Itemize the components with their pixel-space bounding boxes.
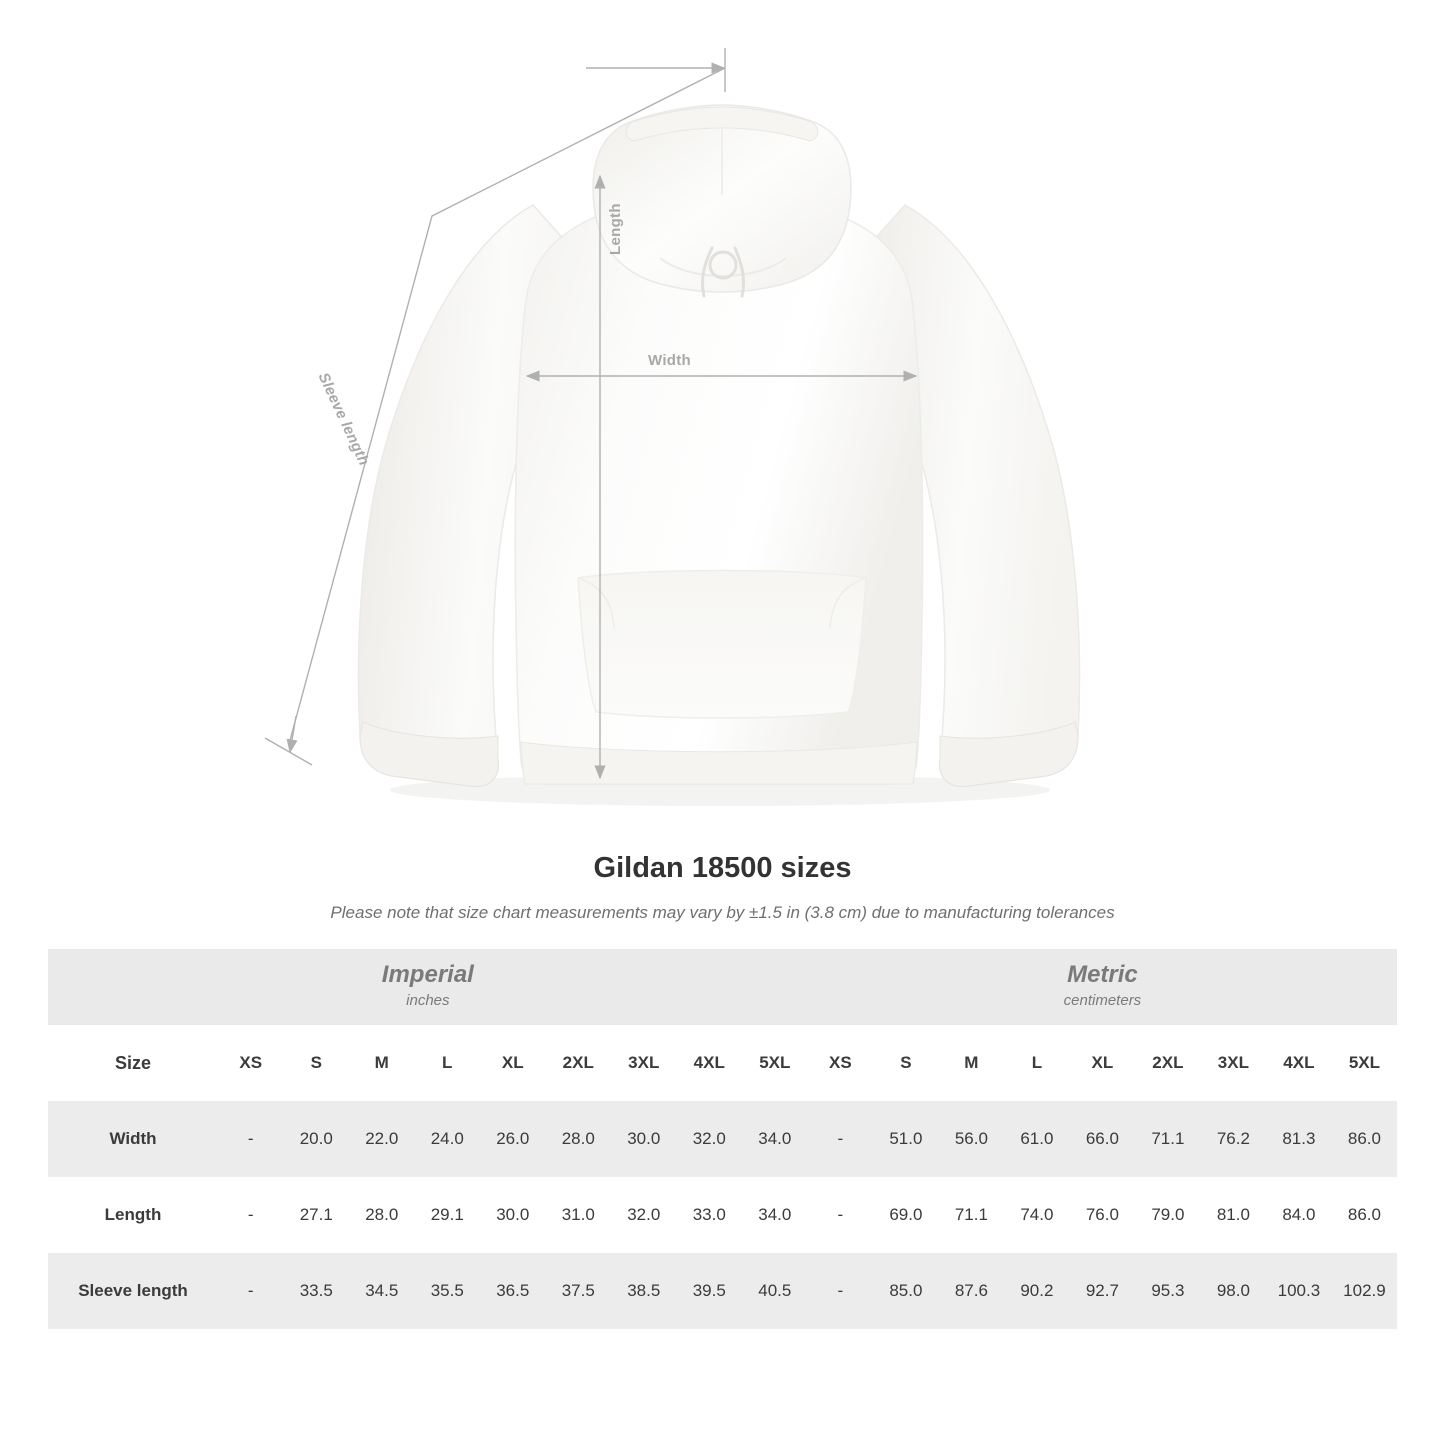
cell-width-metric-3xl: 76.2 (1201, 1101, 1267, 1177)
title-block (0, 852, 1445, 923)
cell-length-metric-s: 69.0 (873, 1177, 939, 1253)
unit-group-metric-name: Metric (1067, 961, 1138, 989)
cell-length-imperial-s: 27.1 (284, 1177, 350, 1253)
unit-group-metric (808, 949, 1398, 1025)
cell-length-imperial-4xl: 33.0 (677, 1177, 743, 1253)
size-col-metric-s: S (873, 1025, 939, 1101)
size-col-imperial-xl: XL (480, 1025, 546, 1101)
cell-length-imperial-3xl: 32.0 (611, 1177, 677, 1253)
cell-length-imperial-l: 29.1 (415, 1177, 481, 1253)
cell-sleeve-imperial-m: 34.5 (349, 1253, 415, 1329)
size-col-metric-3xl: 3XL (1201, 1025, 1267, 1101)
cell-sleeve-metric-3xl: 98.0 (1201, 1253, 1267, 1329)
cell-width-imperial-2xl: 28.0 (546, 1101, 612, 1177)
cell-width-metric-5xl: 86.0 (1332, 1101, 1398, 1177)
size-col-metric-xl: XL (1070, 1025, 1136, 1101)
size-table (48, 949, 1397, 1329)
cell-sleeve-imperial-4xl: 39.5 (677, 1253, 743, 1329)
tolerance-note: Please note that size chart measurements may vary by ±1.5 in (3.8 cm) due to manufacturing tolerances (330, 903, 1115, 922)
unit-group-imperial-sub: inches (406, 991, 450, 1009)
cell-sleeve-metric-m: 87.6 (939, 1253, 1005, 1329)
cell-sleeve-imperial-xl: 36.5 (480, 1253, 546, 1329)
unit-group-imperial-name: Imperial (381, 961, 474, 989)
cell-sleeve-metric-5xl: 102.9 (1332, 1253, 1398, 1329)
cell-width-metric-xs: - (808, 1101, 874, 1177)
size-col-metric-2xl: 2XL (1135, 1025, 1201, 1101)
cell-length-metric-l: 74.0 (1004, 1177, 1070, 1253)
size-header-label: Size (48, 1025, 218, 1101)
cell-width-imperial-3xl: 30.0 (611, 1101, 677, 1177)
cell-width-imperial-s: 20.0 (284, 1101, 350, 1177)
cell-width-imperial-5xl: 34.0 (742, 1101, 808, 1177)
width-dimension-label: Width (648, 352, 692, 369)
cell-sleeve-imperial-s: 33.5 (284, 1253, 350, 1329)
cell-length-imperial-m: 28.0 (349, 1177, 415, 1253)
cell-width-metric-xl: 66.0 (1070, 1101, 1136, 1177)
cell-length-metric-xs: - (808, 1177, 874, 1253)
cell-length-imperial-5xl: 34.0 (742, 1177, 808, 1253)
size-col-imperial-s: S (284, 1025, 350, 1101)
cell-width-metric-l: 61.0 (1004, 1101, 1070, 1177)
page-title: Gildan 18500 sizes (593, 852, 852, 884)
cell-sleeve-metric-2xl: 95.3 (1135, 1253, 1201, 1329)
cell-sleeve-imperial-2xl: 37.5 (546, 1253, 612, 1329)
cell-sleeve-imperial-5xl: 40.5 (742, 1253, 808, 1329)
row-label-length: Length (48, 1177, 218, 1253)
cell-width-metric-m: 56.0 (939, 1101, 1005, 1177)
cell-width-metric-s: 51.0 (873, 1101, 939, 1177)
table-row-width (48, 1101, 1397, 1177)
cell-width-imperial-m: 22.0 (349, 1101, 415, 1177)
size-col-metric-4xl: 4XL (1266, 1025, 1332, 1101)
size-col-imperial-5xl: 5XL (742, 1025, 808, 1101)
cell-sleeve-metric-4xl: 100.3 (1266, 1253, 1332, 1329)
size-header-row (48, 1025, 1397, 1101)
sleeve-length-dimension-label: Sleeve length (314, 370, 373, 469)
cell-sleeve-metric-l: 90.2 (1004, 1253, 1070, 1329)
size-col-imperial-xs: XS (218, 1025, 284, 1101)
size-col-metric-5xl: 5XL (1332, 1025, 1398, 1101)
size-col-imperial-3xl: 3XL (611, 1025, 677, 1101)
cell-length-metric-2xl: 79.0 (1135, 1177, 1201, 1253)
cell-sleeve-metric-xl: 92.7 (1070, 1253, 1136, 1329)
size-col-imperial-l: L (415, 1025, 481, 1101)
cell-width-imperial-xl: 26.0 (480, 1101, 546, 1177)
cell-sleeve-imperial-l: 35.5 (415, 1253, 481, 1329)
cell-sleeve-imperial-xs: - (218, 1253, 284, 1329)
cell-length-imperial-2xl: 31.0 (546, 1177, 612, 1253)
size-col-imperial-4xl: 4XL (677, 1025, 743, 1101)
cell-length-metric-m: 71.1 (939, 1177, 1005, 1253)
cell-width-imperial-l: 24.0 (415, 1101, 481, 1177)
cell-length-imperial-xl: 30.0 (480, 1177, 546, 1253)
cell-sleeve-imperial-3xl: 38.5 (611, 1253, 677, 1329)
unit-group-imperial (48, 949, 808, 1025)
cell-width-imperial-xs: - (218, 1101, 284, 1177)
row-label-width: Width (48, 1101, 218, 1177)
cell-length-imperial-xs: - (218, 1177, 284, 1253)
cell-sleeve-metric-s: 85.0 (873, 1253, 939, 1329)
length-dimension-label: Length (607, 203, 624, 255)
cell-length-metric-xl: 76.0 (1070, 1177, 1136, 1253)
cell-length-metric-5xl: 86.0 (1332, 1177, 1398, 1253)
cell-length-metric-3xl: 81.0 (1201, 1177, 1267, 1253)
cell-length-metric-4xl: 84.0 (1266, 1177, 1332, 1253)
row-label-sleeve-length: Sleeve length (48, 1253, 218, 1329)
cell-sleeve-metric-xs: - (808, 1253, 874, 1329)
size-col-imperial-m: M (349, 1025, 415, 1101)
unit-group-metric-sub: centimeters (1063, 991, 1142, 1009)
table-row-sleeve-length (48, 1253, 1397, 1329)
cell-width-metric-4xl: 81.3 (1266, 1101, 1332, 1177)
size-col-metric-xs: XS (808, 1025, 874, 1101)
cell-width-imperial-4xl: 32.0 (677, 1101, 743, 1177)
size-table-wrap (48, 949, 1397, 1329)
size-col-metric-l: L (1004, 1025, 1070, 1101)
unit-header-row (48, 949, 1397, 1025)
size-col-imperial-2xl: 2XL (546, 1025, 612, 1101)
size-col-metric-m: M (939, 1025, 1005, 1101)
table-row-length (48, 1177, 1397, 1253)
cell-width-metric-2xl: 71.1 (1135, 1101, 1201, 1177)
